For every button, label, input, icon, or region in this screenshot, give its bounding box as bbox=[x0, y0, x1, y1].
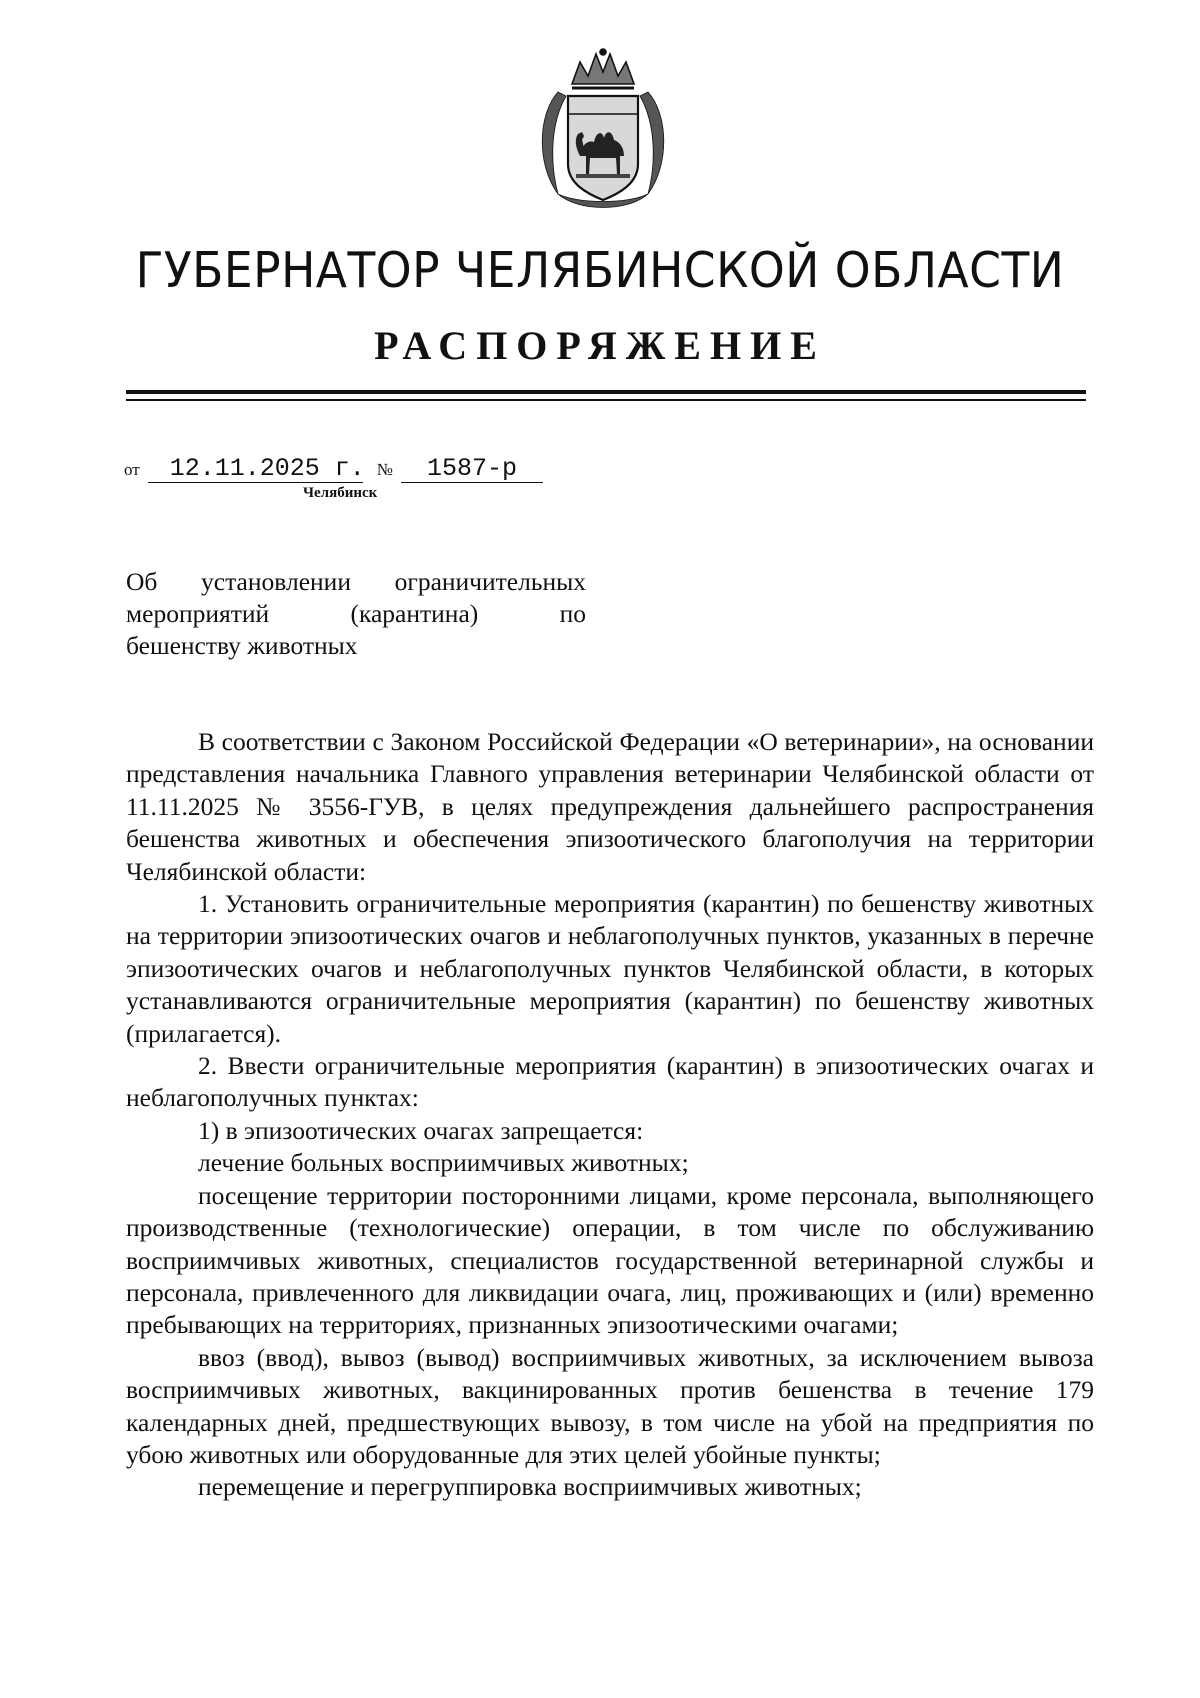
body-paragraph: 1) в эпизоотических очагах запрещается: bbox=[198, 1115, 644, 1145]
body-paragraph: перемещение и перегруппировка восприимчивых животных; bbox=[198, 1472, 862, 1502]
from-label: от bbox=[124, 460, 140, 479]
header-divider-thin bbox=[126, 399, 1086, 401]
document-date: 12.11.2025 г. bbox=[148, 456, 363, 483]
body-paragraph: посещение территории посторонними лицами, кроме персонала, выполняющего производственные (технологические) операции, в том числе по обслуживанию восприимчивых животных, специалистов государственной ветеринарной службы и персонала, привлеченного для ликвидации очага, лиц, проживающих и (или) временно пребывающих на территориях, признанных эпизоотическими очагами; bbox=[126, 1180, 1094, 1340]
subject-line: Об установлении ограничительных bbox=[126, 567, 586, 596]
coat-of-arms-emblem bbox=[528, 44, 678, 219]
body-paragraph: 1. Установить ограничительные мероприятия (карантин) по бешенству животных на территории эпизоотических очагов и неблагополучных пунктов, указанных в перечне эпизоотических очагов и неблагополучных пунктов Челябинской области, в которых устанавливаются ограничительные мероприятия (карантин) по бешенству животных (прилагается). bbox=[126, 889, 1094, 1048]
body-paragraph: ввоз (ввод), вывоз (вывод) восприимчивых животных, за исключением вывоза восприимчивых животных, вакцинированных против бешенства в течение 179 календарных дней, предшествующих вывозу, в том числе на убой на предприятия по убою животных или оборудованные для этих целей убойные пункты; bbox=[126, 1342, 1094, 1469]
document-meta bbox=[124, 456, 543, 486]
header-divider-thick bbox=[126, 390, 1086, 394]
body-paragraph: 2. Ввести ограничительные мероприятия (карантин) в эпизоотических очагах и неблагополучных пунктах: bbox=[126, 1051, 1094, 1113]
number-label: № bbox=[376, 460, 393, 479]
subject-line: бешенству животных bbox=[126, 631, 358, 660]
body-paragraph: лечение больных восприимчивых животных; bbox=[198, 1148, 689, 1178]
document-subject bbox=[126, 566, 586, 662]
organization-title: ГУБЕРНАТОР ЧЕЛЯБИНСКОЙ ОБЛАСТИ bbox=[135, 242, 1065, 299]
body-paragraph: В соответствии с Законом Российской Федерации «О ветеринарии», на основании представления начальника Главного управления ветеринарии Челябинской области от 11.11.2025 № 3556-ГУВ, в целях предупреждения дальнейшего распространения бешенства животных и обеспечения эпизоотического благополучия на территории Челябинской области: bbox=[126, 727, 1094, 886]
document-body bbox=[126, 726, 1094, 1504]
document-number: 1587-р bbox=[401, 456, 543, 483]
subject-line: мероприятий (карантина) по bbox=[126, 599, 586, 628]
document-type: РАСПОРЯЖЕНИЕ bbox=[374, 323, 826, 368]
city-label: Челябинск bbox=[303, 485, 378, 501]
